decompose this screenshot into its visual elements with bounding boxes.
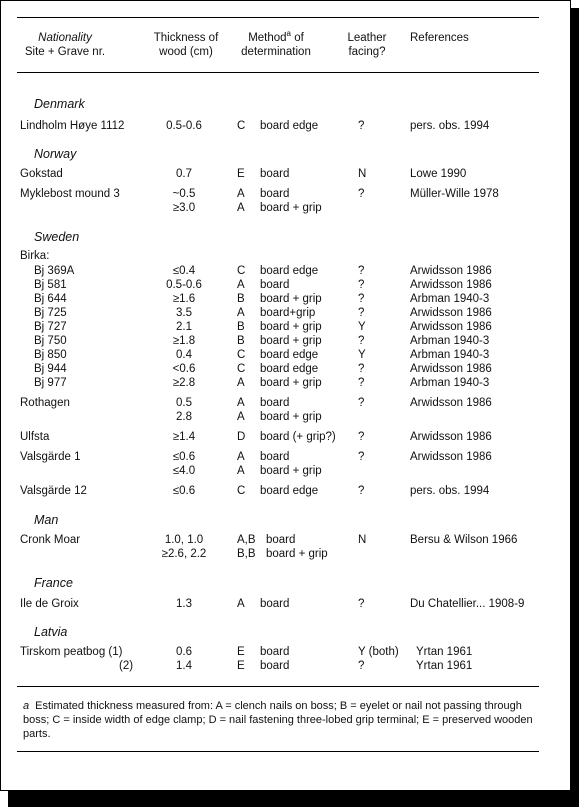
method-desc-cell: board+grip [260, 307, 316, 319]
header-references-line1: References [410, 32, 469, 44]
thickness-cell: 1.4 [176, 660, 192, 672]
method-desc-cell: board edge [260, 363, 319, 375]
method-code-cell: A [237, 397, 245, 409]
country-norway: Norway [34, 147, 77, 161]
table-row [1, 334, 561, 348]
table-row [1, 547, 561, 561]
site-cell: Birka: [20, 250, 50, 262]
thickness-cell: 2.8 [176, 411, 192, 423]
method-desc-cell: board [260, 188, 290, 200]
table-row [1, 264, 561, 278]
method-code-cell: B [237, 321, 245, 333]
method-code-cell: E [237, 660, 245, 672]
reference-cell: Lowe 1990 [410, 168, 467, 180]
method-desc-cell: board [260, 451, 290, 463]
table-row [1, 533, 561, 547]
site-cell: (2) [119, 660, 134, 672]
reference-cell: Arwidsson 1986 [410, 397, 492, 409]
method-desc-cell: board [260, 660, 290, 672]
method-desc-cell: board + grip [260, 321, 322, 333]
method-desc-cell: board + grip [260, 335, 322, 347]
leather-cell: Y [358, 321, 366, 333]
method-desc-cell: board edge [260, 265, 319, 277]
leather-cell: ? [358, 188, 365, 200]
bottom-rule [17, 751, 539, 752]
table-row [1, 450, 561, 464]
footnote [23, 699, 543, 741]
thickness-cell: 0.6 [176, 646, 192, 658]
reference-cell: Arwidsson 1986 [410, 451, 492, 463]
reference-cell: Yrtan 1961 [416, 660, 473, 672]
site-cell: Cronk Moar [20, 534, 81, 546]
table-row [1, 201, 561, 215]
table-row [1, 396, 561, 410]
leather-cell: ? [358, 307, 365, 319]
table-row [1, 348, 561, 362]
header-nationality: Nationality [38, 32, 92, 44]
method-desc-cell: board + grip [260, 377, 322, 389]
method-code-cell: B [237, 335, 245, 347]
reference-cell: Du Chatellier... 1908-9 [410, 598, 525, 610]
leather-cell: Y (both) [358, 646, 399, 658]
header-method-line1 [237, 31, 315, 45]
reference-cell: Arwidsson 1986 [410, 307, 492, 319]
country-denmark: Denmark [34, 97, 85, 111]
header-references [410, 31, 469, 45]
reference-cell: Arbman 1940-3 [410, 349, 490, 361]
table-row [1, 187, 561, 201]
thickness-cell: ≤0.4 [172, 265, 196, 277]
leather-cell: ? [358, 335, 365, 347]
table-row [1, 376, 561, 390]
table-row [1, 659, 561, 673]
method-desc-cell: board + grip [260, 411, 322, 423]
table-row [1, 167, 561, 181]
site-cell: Bj 944 [34, 363, 67, 375]
leather-cell: Y [358, 349, 366, 361]
method-code-cell: A [237, 307, 245, 319]
table-row [1, 119, 561, 133]
country-france: France [34, 576, 73, 590]
header-leather-line2: facing? [348, 46, 386, 58]
site-cell: Bj 977 [34, 377, 67, 389]
method-desc-cell: board + grip [260, 465, 322, 477]
reference-cell: Arwidsson 1986 [410, 279, 492, 291]
leather-cell: ? [358, 265, 365, 277]
method-code-cell: A [237, 202, 245, 214]
thickness-cell: 0.7 [176, 168, 192, 180]
thickness-cell: ≥1.4 [172, 431, 196, 443]
method-code-cell: A [237, 188, 245, 200]
site-cell: Bj 750 [34, 335, 67, 347]
method-desc-cell: board [260, 598, 290, 610]
header-method-line2: determination [241, 46, 311, 58]
reference-cell: Müller-Wille 1978 [410, 188, 499, 200]
thickness-cell: 0.5 [176, 397, 192, 409]
leather-cell: ? [358, 431, 365, 443]
table-row [1, 278, 561, 292]
thickness-cell: ≥2.8 [172, 377, 196, 389]
header-method-word: Method [248, 32, 287, 44]
leather-cell: ? [358, 397, 365, 409]
site-cell: Ulfsta [20, 431, 50, 443]
method-code-cell: A [237, 598, 245, 610]
reference-cell: Arbman 1940-3 [410, 335, 490, 347]
header-site-grave: Site + Grave nr. [24, 46, 106, 58]
site-cell: Bj 725 [34, 307, 67, 319]
header-thickness-line2: wood (cm) [159, 46, 213, 58]
table-row [1, 464, 561, 478]
thickness-cell: ≤0.6 [172, 451, 196, 463]
country-latvia: Latvia [34, 625, 68, 639]
site-cell: Rothagen [20, 397, 70, 409]
method-desc-cell: board [266, 534, 296, 546]
method-desc-cell: board (+ grip?) [260, 431, 336, 443]
leather-cell: N [358, 534, 367, 546]
reference-cell: Bersu & Wilson 1966 [410, 534, 518, 546]
reference-cell: Arbman 1940-3 [410, 293, 490, 305]
thickness-cell: ≤0.6 [172, 485, 196, 497]
thickness-cell: ≥3.0 [172, 202, 196, 214]
leather-cell: ? [358, 660, 365, 672]
footnote-mark: a [23, 700, 30, 712]
method-desc-cell: board edge [260, 349, 319, 361]
method-code-cell: B [237, 293, 245, 305]
reference-cell: pers. obs. 1994 [410, 120, 490, 132]
country-man: Man [34, 513, 59, 527]
method-desc-cell: board edge [260, 485, 319, 497]
header-method-of: of [291, 32, 304, 44]
site-cell: Bj 369A [34, 265, 75, 277]
method-desc-cell: board [260, 646, 290, 658]
thickness-cell: ≥2.6, 2.2 [161, 548, 207, 560]
reference-cell: pers. obs. 1994 [410, 485, 490, 497]
reference-cell: Arwidsson 1986 [410, 321, 492, 333]
header-leather [345, 31, 389, 59]
header-method-sup: a [286, 29, 291, 39]
table-row [1, 410, 561, 424]
table-row [1, 597, 561, 611]
site-cell: Valsgärde 1 [20, 451, 81, 463]
thickness-cell: 2.1 [176, 321, 192, 333]
thickness-cell: 0.5-0.6 [166, 120, 202, 132]
thickness-cell: 1.3 [176, 598, 192, 610]
table-row [1, 430, 561, 444]
header-thickness-line1: Thickness of [153, 32, 219, 44]
reference-cell: Arwidsson 1986 [410, 265, 492, 277]
thickness-cell: 0.5-0.6 [166, 279, 202, 291]
thickness-cell: ≤4.0 [172, 465, 196, 477]
table-row [1, 292, 561, 306]
header-thickness [149, 31, 223, 59]
method-code-cell: C [237, 485, 246, 497]
leather-cell: ? [358, 293, 365, 305]
method-code-cell: C [237, 265, 246, 277]
leather-cell: ? [358, 451, 365, 463]
method-desc-cell: board edge [260, 120, 319, 132]
method-code-cell: B,B [237, 548, 256, 560]
top-rule [17, 17, 539, 18]
thickness-cell: 3.5 [176, 307, 192, 319]
thickness-cell: 0.4 [176, 349, 192, 361]
footnote-text: Estimated thickness measured from: A = clench nails on boss; B = eyelet or nail not passing through boss; C = inside width of edge clamp; D = nail fastening three-lobed grip terminal; E = preserved wooden parts. [23, 700, 533, 740]
thickness-cell: ~0.5 [172, 188, 196, 200]
method-code-cell: A [237, 451, 245, 463]
table-row [1, 306, 561, 320]
site-cell: Bj 850 [34, 349, 67, 361]
site-cell: Lindholm Høye 1112 [20, 120, 125, 132]
method-code-cell: A [237, 279, 245, 291]
country-sweden: Sweden [34, 230, 80, 244]
reference-cell: Arbman 1940-3 [410, 377, 490, 389]
site-cell: Valsgärde 12 [20, 485, 87, 497]
thickness-cell: ≥1.6 [172, 293, 196, 305]
method-desc-cell: board [260, 279, 290, 291]
header-rule [17, 72, 539, 73]
header-site [21, 31, 109, 59]
site-cell: Gokstad [20, 168, 63, 180]
site-cell: Ile de Groix [20, 598, 79, 610]
method-desc-cell: board [260, 168, 290, 180]
thickness-cell: <0.6 [172, 363, 196, 375]
method-code-cell: A [237, 465, 245, 477]
method-code-cell: D [237, 431, 246, 443]
leather-cell: ? [358, 363, 365, 375]
reference-cell: Arwidsson 1986 [410, 431, 492, 443]
reference-cell: Arwidsson 1986 [410, 363, 492, 375]
site-cell: Bj 581 [34, 279, 67, 291]
leather-cell: N [358, 168, 367, 180]
method-code-cell: C [237, 349, 246, 361]
method-code-cell: C [237, 120, 246, 132]
method-code-cell: E [237, 168, 245, 180]
leather-cell: ? [358, 598, 365, 610]
method-code-cell: A [237, 377, 245, 389]
table-row [1, 362, 561, 376]
method-desc-cell: board + grip [260, 202, 322, 214]
site-cell: Bj 644 [34, 293, 67, 305]
site-cell: Bj 727 [34, 321, 67, 333]
method-code-cell: C [237, 363, 246, 375]
table-row [1, 484, 561, 498]
thickness-cell: ≥1.8 [172, 335, 196, 347]
method-code-cell: E [237, 646, 245, 658]
table-row [1, 645, 561, 659]
leather-cell: ? [358, 485, 365, 497]
method-code-cell: A,B [237, 534, 256, 546]
table-row [1, 320, 561, 334]
thickness-cell: 1.0, 1.0 [164, 534, 204, 546]
method-code-cell: A [237, 411, 245, 423]
footnote-rule [17, 686, 539, 687]
method-desc-cell: board + grip [266, 548, 328, 560]
reference-cell: Yrtan 1961 [416, 646, 473, 658]
header-method [237, 31, 315, 59]
site-cell: Myklebost mound 3 [20, 188, 120, 200]
site-cell: Tirskom peatbog (1) [20, 646, 123, 658]
leather-cell: ? [358, 279, 365, 291]
method-desc-cell: board + grip [260, 293, 322, 305]
leather-cell: ? [358, 120, 365, 132]
method-desc-cell: board [260, 397, 290, 409]
header-leather-line1: Leather [347, 32, 387, 44]
table-row [1, 249, 561, 263]
leather-cell: ? [358, 377, 365, 389]
